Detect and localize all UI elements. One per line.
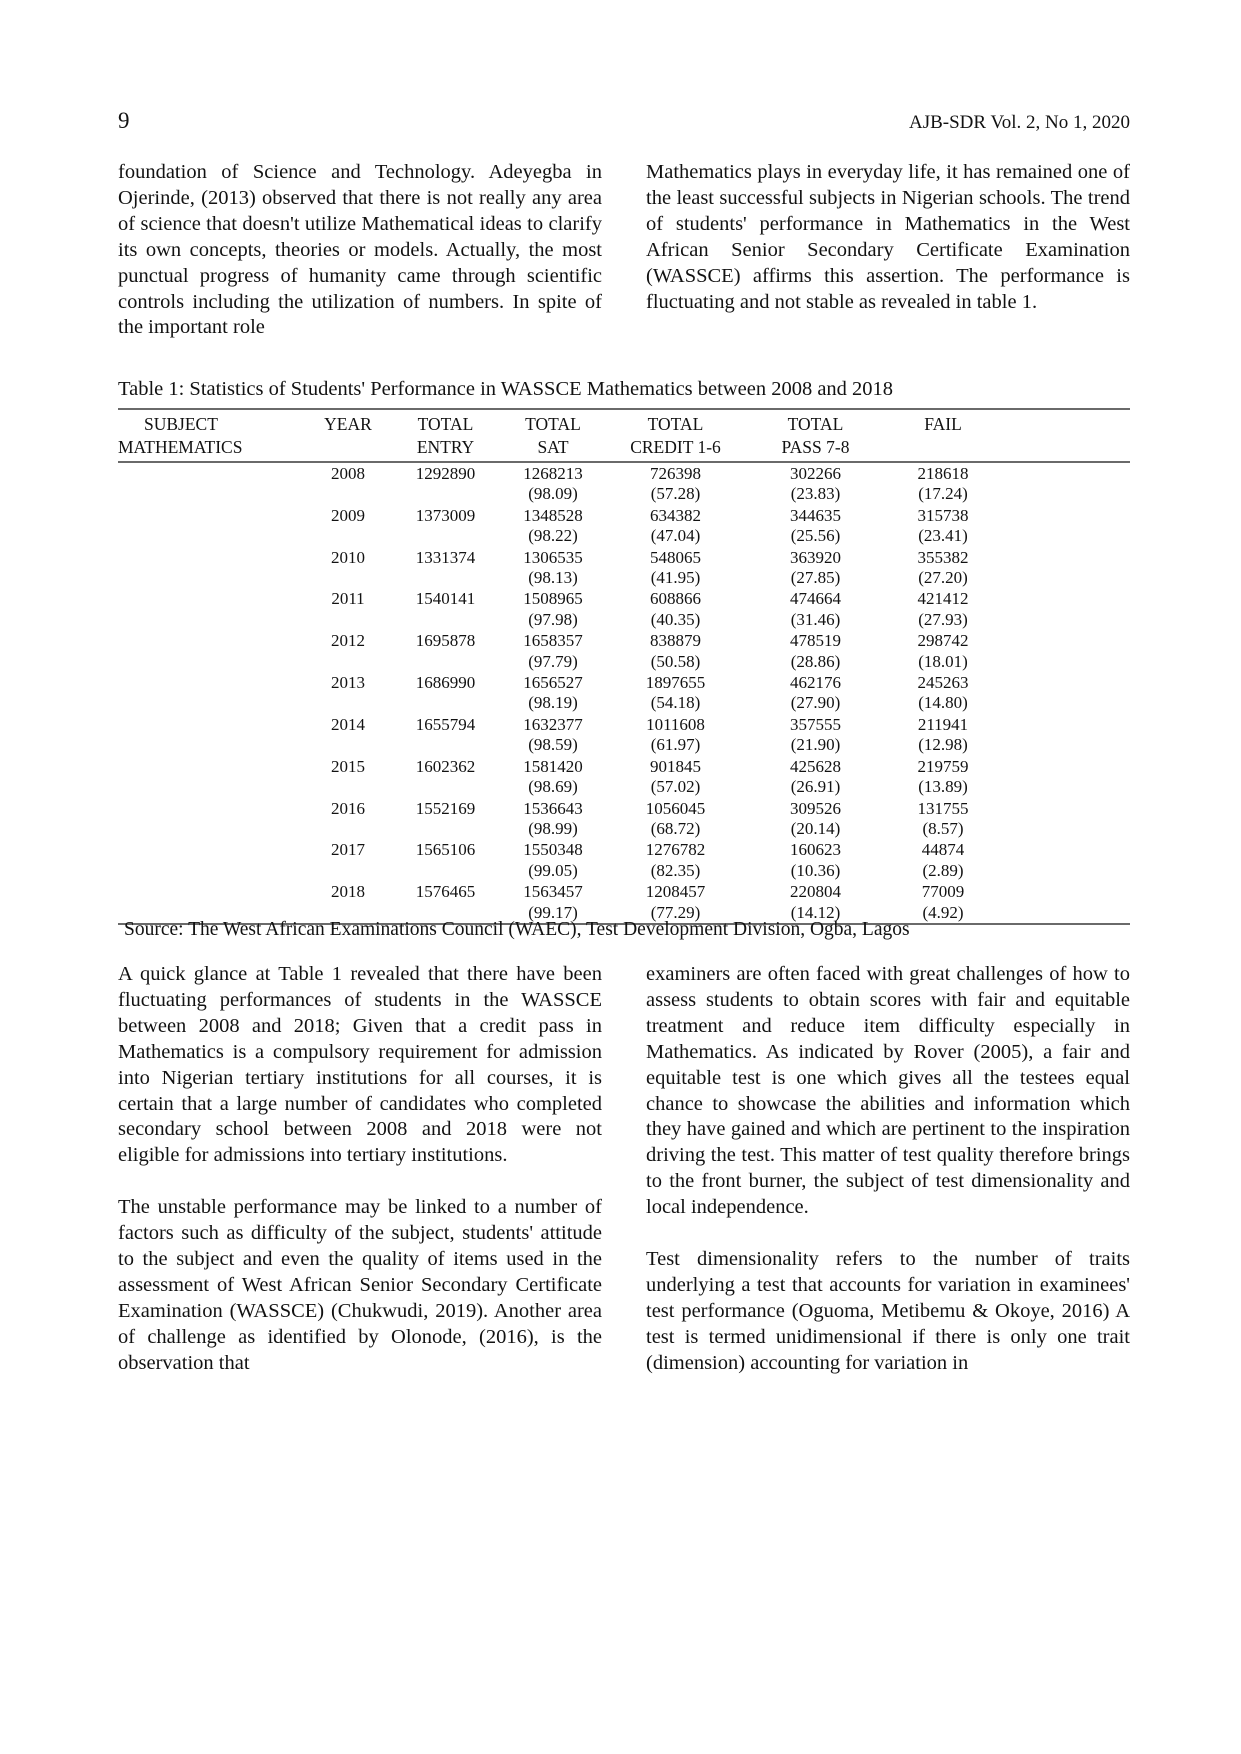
column-header-total-sat: TOTAL SAT xyxy=(525,414,581,457)
table-cell: 1508965 xyxy=(523,589,583,609)
table-cell: 1686990 xyxy=(415,673,476,693)
table-cell: 548065 xyxy=(650,547,701,567)
table-cell xyxy=(393,526,498,546)
table-cell: 2018 xyxy=(331,882,365,902)
table-cell: (2.89) xyxy=(922,860,964,880)
table-cell xyxy=(118,526,303,546)
table-cell xyxy=(118,819,303,839)
table-cell: 608866 xyxy=(650,589,701,609)
table-cell xyxy=(118,547,303,568)
table-cell xyxy=(393,610,498,630)
table-cell xyxy=(118,881,303,902)
table-cell: (40.35) xyxy=(650,609,701,629)
table-cell: (99.17) xyxy=(528,902,578,922)
table-cell xyxy=(998,547,1130,568)
table-row-values xyxy=(118,462,1130,484)
intro-left-paragraph: foundation of Science and Technology. Adeyegba in Ojerinde, (2013) observed that there is not really any area of science that doesn't utilize Mathematical ideas to clarify its own concepts, theories or models. Actually, the most punctual progress of humanity came through scientific controls including the utilization of numbers. In spite of the important role xyxy=(118,161,602,339)
table-row-percentages xyxy=(118,735,1130,755)
table-cell: 355382 xyxy=(917,547,969,567)
table-cell: 1655794 xyxy=(415,714,476,734)
table-cell xyxy=(998,672,1130,693)
table-cell: (57.28) xyxy=(650,484,701,504)
table-cell: 1011608 xyxy=(646,714,705,734)
table-cell: 2011 xyxy=(331,589,365,609)
table-cell: 302266 xyxy=(790,464,841,483)
table-cell: 1565106 xyxy=(415,840,476,860)
table-cell xyxy=(118,630,303,651)
table-cell: 1563457 xyxy=(523,882,583,902)
table-cell: 478519 xyxy=(790,631,841,651)
table-cell xyxy=(393,652,498,672)
table-cell: 218618 xyxy=(917,464,969,483)
table-cell: 1695878 xyxy=(415,631,476,651)
table-cell: 1276782 xyxy=(645,840,706,860)
table-cell: (98.69) xyxy=(528,777,578,797)
column-header-subject: SUBJECT MATHEMATICS xyxy=(118,414,243,457)
table-cell: (4.92) xyxy=(922,902,964,922)
table-cell xyxy=(303,735,393,755)
table-row-percentages xyxy=(118,861,1130,881)
table-cell: 220804 xyxy=(790,882,841,902)
intro-right-paragraph: Mathematics plays in everyday life, it has remained one of the least successful subjects in Nigerian schools. The trend of students' performance in Mathematics in the West African Senior Secondary Certificate Examination (WASSCE) affirms this assertion. The performance is fluctuating and not stable as revealed in table 1. xyxy=(646,161,1130,313)
table-cell xyxy=(998,839,1130,860)
table-cell xyxy=(303,526,393,546)
table-cell xyxy=(118,714,303,735)
table-row-values xyxy=(118,505,1130,526)
table-cell: (97.98) xyxy=(528,609,578,629)
table-cell xyxy=(303,652,393,672)
table-cell xyxy=(393,861,498,881)
table-cell xyxy=(393,819,498,839)
table-cell: 421412 xyxy=(917,589,969,609)
table-cell xyxy=(393,735,498,755)
table-cell xyxy=(118,484,303,504)
table-cell: (23.83) xyxy=(790,484,841,504)
wassce-statistics-table xyxy=(118,408,1130,925)
table-cell: (47.04) xyxy=(650,526,701,546)
page-header xyxy=(118,108,1130,134)
intro-right-column xyxy=(646,160,1130,341)
table-cell: 1306535 xyxy=(523,547,583,567)
table-cell: 2008 xyxy=(331,464,365,483)
table-cell: (27.20) xyxy=(918,568,968,588)
table-cell xyxy=(303,484,393,504)
table-cell xyxy=(118,672,303,693)
body-right-column xyxy=(646,962,1130,1377)
table-cell: (77.29) xyxy=(650,902,701,922)
table-cell: (31.46) xyxy=(790,609,841,629)
table-cell: 344635 xyxy=(790,505,841,525)
table-cell: (17.24) xyxy=(918,484,968,504)
table-cell: 901845 xyxy=(650,756,701,776)
table-cell xyxy=(998,777,1130,797)
table-cell: 2014 xyxy=(331,714,365,734)
table-row-percentages xyxy=(118,777,1130,797)
table-cell xyxy=(998,652,1130,672)
table-cell: 1581420 xyxy=(523,756,583,776)
table-cell xyxy=(303,819,393,839)
table-cell: 1552169 xyxy=(415,798,476,818)
table-cell: (27.93) xyxy=(918,609,968,629)
table-cell xyxy=(118,756,303,777)
table-row-percentages xyxy=(118,484,1130,504)
table-row-values xyxy=(118,588,1130,609)
table-container xyxy=(118,408,1130,925)
table-cell: 298742 xyxy=(917,631,969,651)
table-row-values xyxy=(118,839,1130,860)
table-row-values xyxy=(118,672,1130,693)
table-cell: (18.01) xyxy=(918,651,968,671)
table-row-percentages xyxy=(118,819,1130,839)
table-cell: 1373009 xyxy=(415,505,476,525)
table-row-percentages xyxy=(118,610,1130,630)
column-header-total-entry: TOTAL ENTRY xyxy=(416,414,475,457)
table-cell: (14.80) xyxy=(918,693,968,713)
table-cell xyxy=(303,861,393,881)
table-cell xyxy=(303,568,393,588)
table-cell xyxy=(118,652,303,672)
table-cell: (98.59) xyxy=(528,735,578,755)
table-head xyxy=(118,409,1130,462)
table-cell: (98.13) xyxy=(528,568,578,588)
body-left-paragraph-2: The unstable performance may be linked to a number of factors such as difficulty of the subject, students' attitude to the subject and even the quality of items used in the assessment of West African Senior Secondary Certificate Examination (WASSCE) (Chukwudi, 2019). Another area of challenge as identified by Olonode, (2016), is the observation that xyxy=(118,1196,602,1374)
table-row-values xyxy=(118,630,1130,651)
table-cell: 1540141 xyxy=(415,589,476,609)
table-cell: (27.90) xyxy=(790,693,841,713)
table-cell: (12.98) xyxy=(918,735,968,755)
table-cell xyxy=(118,610,303,630)
table-cell: (68.72) xyxy=(650,818,701,838)
table-cell: (98.99) xyxy=(528,818,578,838)
table-cell: 245263 xyxy=(917,673,969,693)
body-left-paragraph-1: A quick glance at Table 1 revealed that there have been fluctuating performances of students in the WASSCE between 2008 and 2018; Given that a credit pass in Mathematics is a compulsory requirement for admission into Nigerian tertiary institutions for all courses, it is certain that a large number of candidates who completed secondary school between 2008 and 2018 were not eligible for admissions into tertiary institutions. xyxy=(118,963,602,1167)
table-cell xyxy=(118,568,303,588)
table-cell xyxy=(998,568,1130,588)
table-cell xyxy=(998,630,1130,651)
table-body xyxy=(118,462,1130,924)
table-cell xyxy=(998,819,1130,839)
table-cell: 357555 xyxy=(790,714,841,734)
table-cell xyxy=(998,881,1130,902)
column-header-total-credit: TOTAL CREDIT 1-6 xyxy=(630,414,721,457)
table-cell: 1292890 xyxy=(415,464,476,483)
table-cell xyxy=(393,777,498,797)
table-cell xyxy=(303,693,393,713)
table-title: Table 1: Statistics of Students' Performance in WASSCE Mathematics between 2008 and 2018 xyxy=(118,378,894,400)
table-cell: 2016 xyxy=(331,798,365,818)
table-cell: 1576465 xyxy=(415,882,476,902)
table-cell: (25.56) xyxy=(790,526,841,546)
table-cell: 1331374 xyxy=(415,547,476,567)
table-cell: 838879 xyxy=(650,631,701,651)
table-cell: (10.36) xyxy=(790,860,841,880)
table-cell xyxy=(998,588,1130,609)
body-left-column xyxy=(118,962,602,1377)
table-cell: (41.95) xyxy=(650,568,701,588)
table-cell: 1658357 xyxy=(523,631,583,651)
table-row-values xyxy=(118,756,1130,777)
table-cell: 219759 xyxy=(917,756,969,776)
table-row-percentages xyxy=(118,652,1130,672)
intro-left-column xyxy=(118,160,602,341)
table-row-values xyxy=(118,547,1130,568)
table-cell xyxy=(393,484,498,504)
table-cell: (23.41) xyxy=(918,526,968,546)
table-cell: (14.12) xyxy=(790,902,841,922)
column-header-total-pass: TOTAL PASS 7-8 xyxy=(781,414,850,457)
table-source-note: Source: The West African Examinations Council (WAEC), Test Development Division, Ogba, Lagos xyxy=(124,919,910,940)
column-header-fail: FAIL xyxy=(924,414,962,434)
table-cell: (27.85) xyxy=(790,568,841,588)
table-cell: 315738 xyxy=(917,505,969,525)
table-cell xyxy=(118,462,303,484)
table-cell xyxy=(998,714,1130,735)
body-section xyxy=(118,962,1130,1377)
table-cell xyxy=(998,526,1130,546)
table-cell xyxy=(998,798,1130,819)
table-cell: 2010 xyxy=(331,547,365,567)
table-cell xyxy=(998,693,1130,713)
table-cell: (82.35) xyxy=(650,860,701,880)
table-row-values xyxy=(118,798,1130,819)
table-cell xyxy=(998,735,1130,755)
table-cell xyxy=(998,861,1130,881)
table-cell: 634382 xyxy=(650,505,701,525)
table-cell xyxy=(998,610,1130,630)
table-cell: 160623 xyxy=(790,840,841,860)
table-cell: 1550348 xyxy=(523,840,583,860)
table-cell: (54.18) xyxy=(650,693,701,713)
table-cell: 309526 xyxy=(790,798,841,818)
table-cell: (97.79) xyxy=(528,651,578,671)
table-cell: (98.19) xyxy=(528,693,578,713)
table-cell: (99.05) xyxy=(528,860,578,880)
table-cell xyxy=(998,462,1130,484)
table-cell: 1056045 xyxy=(645,798,706,818)
table-cell: 462176 xyxy=(790,673,841,693)
intro-section xyxy=(118,160,1130,341)
table-cell: (21.90) xyxy=(790,735,841,755)
table-cell: 2012 xyxy=(331,631,365,651)
journal-citation: AJB-SDR Vol. 2, No 1, 2020 xyxy=(908,112,1130,133)
table-cell: 2013 xyxy=(331,673,365,693)
body-right-paragraph-2: Test dimensionality refers to the number of traits underlying a test that accounts for variation in examinees' test performance (Oguoma, Metibemu & Okoye, 2016) A test is termed unidimensional if there is only one trait (dimension) accounting for variation in xyxy=(646,1248,1130,1374)
table-cell: 425628 xyxy=(790,756,841,776)
table-cell: 1268213 xyxy=(523,464,583,483)
table-cell: 131755 xyxy=(917,798,969,818)
table-cell xyxy=(118,693,303,713)
table-row-percentages xyxy=(118,568,1130,588)
table-cell xyxy=(998,756,1130,777)
table-cell xyxy=(303,610,393,630)
table-cell: 1348528 xyxy=(523,505,583,525)
table-cell: (61.97) xyxy=(650,735,701,755)
table-cell xyxy=(118,505,303,526)
column-header-year: YEAR xyxy=(324,414,372,434)
table-cell: (50.58) xyxy=(650,651,701,671)
table-cell xyxy=(393,568,498,588)
table-cell: 77009 xyxy=(921,882,965,902)
table-cell: (98.22) xyxy=(528,526,578,546)
table-cell: (98.09) xyxy=(528,484,578,504)
table-cell xyxy=(118,798,303,819)
body-right-paragraph-1: examiners are often faced with great challenges of how to assess students to obtain scores with fair and equitable treatment and reduce item difficulty especially in Mathematics. As indicated by Rover (2005), a fair and equitable test is one which gives all the testees equal chance to showcase the abilities and information which they have gained and which are pertinent to the inspiration driving the test. This matter of test quality therefore brings to the front burner, the subject of test dimensionality and local independence. xyxy=(646,963,1130,1219)
table-cell xyxy=(118,839,303,860)
column-header-spacer xyxy=(998,409,1130,462)
table-row-values xyxy=(118,714,1130,735)
table-cell xyxy=(303,777,393,797)
table-cell: 1632377 xyxy=(523,714,583,734)
table-cell: (13.89) xyxy=(918,777,968,797)
table-cell: (26.91) xyxy=(790,777,841,797)
table-row-values xyxy=(118,881,1130,902)
table-cell: 474664 xyxy=(790,589,841,609)
table-cell: 2015 xyxy=(331,756,365,776)
table-cell: (20.14) xyxy=(790,818,841,838)
table-cell xyxy=(118,735,303,755)
table-cell: 1208457 xyxy=(645,882,706,902)
table-row-percentages xyxy=(118,526,1130,546)
table-cell: (28.86) xyxy=(790,651,841,671)
table-cell: 1602362 xyxy=(415,756,476,776)
table-cell: (8.57) xyxy=(922,818,964,838)
table-cell: 1656527 xyxy=(523,673,583,693)
table-cell xyxy=(393,693,498,713)
table-cell xyxy=(118,588,303,609)
table-cell xyxy=(998,484,1130,504)
page-number: 9 xyxy=(118,108,130,133)
table-cell: 1536643 xyxy=(523,798,583,818)
table-cell xyxy=(998,505,1130,526)
table-cell: 44874 xyxy=(921,840,965,860)
table-cell: 726398 xyxy=(650,464,701,483)
table-cell xyxy=(118,861,303,881)
table-cell: 211941 xyxy=(917,714,969,734)
table-cell: (57.02) xyxy=(650,777,701,797)
table-cell: 1897655 xyxy=(645,673,706,693)
table-cell: 363920 xyxy=(790,547,841,567)
table-cell: 2009 xyxy=(331,505,365,525)
table-row-percentages xyxy=(118,693,1130,713)
table-cell xyxy=(118,777,303,797)
table-cell: 2017 xyxy=(331,840,365,860)
